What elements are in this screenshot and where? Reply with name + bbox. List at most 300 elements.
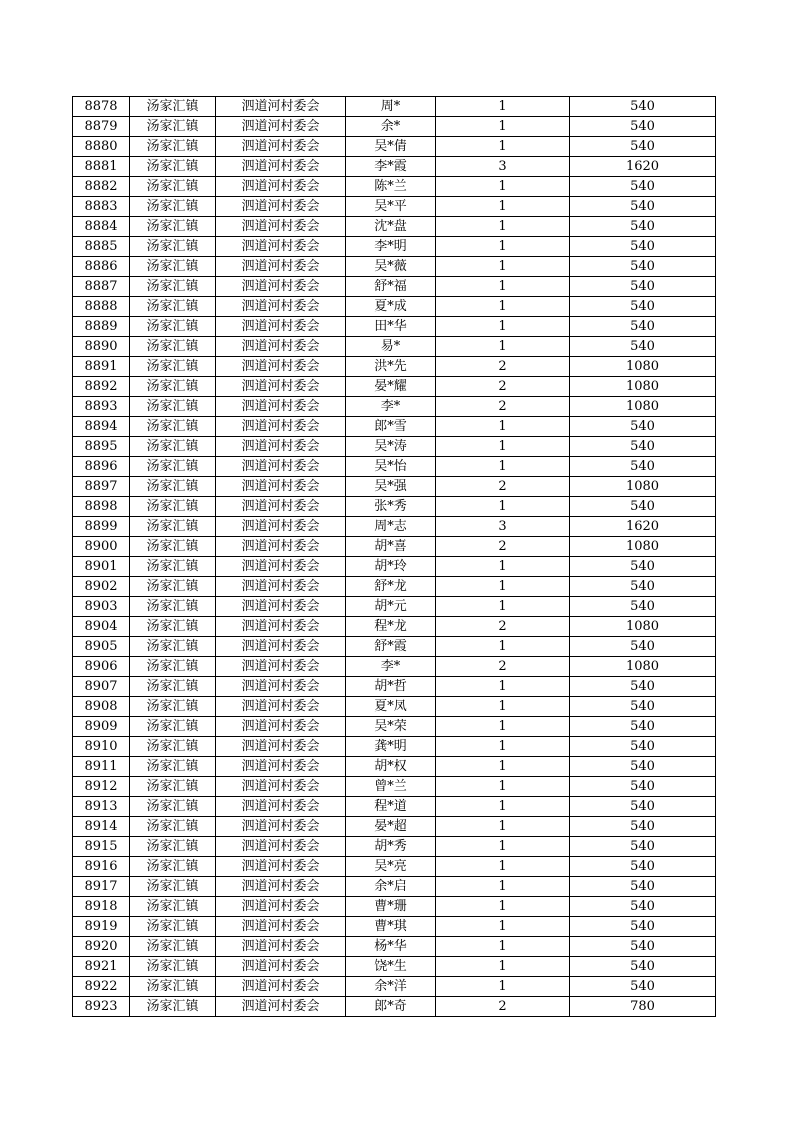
amount-cell: 540 [570, 917, 716, 937]
amount-cell: 540 [570, 337, 716, 357]
table-row [73, 777, 716, 797]
table-row [73, 917, 716, 937]
amount-cell: 540 [570, 257, 716, 277]
row-id-cell: 8884 [73, 217, 130, 237]
row-id-cell: 8883 [73, 197, 130, 217]
village-cell: 泗道河村委会 [216, 737, 346, 757]
row-id-cell: 8882 [73, 177, 130, 197]
table-row [73, 397, 716, 417]
name-cell: 郎*雪 [346, 417, 436, 437]
count-cell: 2 [436, 357, 570, 377]
count-cell: 1 [436, 337, 570, 357]
name-cell: 李*明 [346, 237, 436, 257]
amount-cell: 540 [570, 437, 716, 457]
table-row [73, 797, 716, 817]
row-id-cell: 8918 [73, 897, 130, 917]
name-cell: 洪*先 [346, 357, 436, 377]
count-cell: 1 [436, 137, 570, 157]
count-cell: 1 [436, 317, 570, 337]
village-cell: 泗道河村委会 [216, 637, 346, 657]
amount-cell: 540 [570, 197, 716, 217]
table-row [73, 97, 716, 117]
count-cell: 1 [436, 817, 570, 837]
town-cell: 汤家汇镇 [130, 977, 216, 997]
village-cell: 泗道河村委会 [216, 537, 346, 557]
name-cell: 田*华 [346, 317, 436, 337]
count-cell: 2 [436, 537, 570, 557]
count-cell: 1 [436, 277, 570, 297]
count-cell: 1 [436, 417, 570, 437]
row-id-cell: 8898 [73, 497, 130, 517]
count-cell: 1 [436, 217, 570, 237]
name-cell: 沈*盘 [346, 217, 436, 237]
table-row [73, 817, 716, 837]
amount-cell: 540 [570, 317, 716, 337]
amount-cell: 540 [570, 977, 716, 997]
count-cell: 1 [436, 917, 570, 937]
count-cell: 1 [436, 797, 570, 817]
town-cell: 汤家汇镇 [130, 517, 216, 537]
table-row [73, 197, 716, 217]
row-id-cell: 8896 [73, 457, 130, 477]
row-id-cell: 8917 [73, 877, 130, 897]
village-cell: 泗道河村委会 [216, 157, 346, 177]
town-cell: 汤家汇镇 [130, 577, 216, 597]
village-cell: 泗道河村委会 [216, 577, 346, 597]
table-row [73, 857, 716, 877]
village-cell: 泗道河村委会 [216, 137, 346, 157]
amount-cell: 1620 [570, 157, 716, 177]
table-row [73, 417, 716, 437]
village-cell: 泗道河村委会 [216, 417, 346, 437]
village-cell: 泗道河村委会 [216, 377, 346, 397]
village-cell: 泗道河村委会 [216, 337, 346, 357]
table-row [73, 597, 716, 617]
row-id-cell: 8879 [73, 117, 130, 137]
name-cell: 吴*平 [346, 197, 436, 217]
name-cell: 吴*荣 [346, 717, 436, 737]
town-cell: 汤家汇镇 [130, 537, 216, 557]
village-cell: 泗道河村委会 [216, 117, 346, 137]
row-id-cell: 8886 [73, 257, 130, 277]
town-cell: 汤家汇镇 [130, 137, 216, 157]
name-cell: 李* [346, 397, 436, 417]
amount-cell: 540 [570, 797, 716, 817]
name-cell: 周* [346, 97, 436, 117]
count-cell: 1 [436, 957, 570, 977]
name-cell: 周*志 [346, 517, 436, 537]
village-cell: 泗道河村委会 [216, 897, 346, 917]
table-row [73, 837, 716, 857]
village-cell: 泗道河村委会 [216, 257, 346, 277]
village-cell: 泗道河村委会 [216, 557, 346, 577]
amount-cell: 540 [570, 737, 716, 757]
row-id-cell: 8891 [73, 357, 130, 377]
village-cell: 泗道河村委会 [216, 237, 346, 257]
table-row [73, 357, 716, 377]
name-cell: 郎*奇 [346, 997, 436, 1017]
amount-cell: 540 [570, 497, 716, 517]
village-cell: 泗道河村委会 [216, 317, 346, 337]
town-cell: 汤家汇镇 [130, 177, 216, 197]
count-cell: 1 [436, 497, 570, 517]
name-cell: 夏*凤 [346, 697, 436, 717]
village-cell: 泗道河村委会 [216, 617, 346, 637]
village-cell: 泗道河村委会 [216, 517, 346, 537]
amount-cell: 540 [570, 877, 716, 897]
town-cell: 汤家汇镇 [130, 357, 216, 377]
town-cell: 汤家汇镇 [130, 157, 216, 177]
town-cell: 汤家汇镇 [130, 477, 216, 497]
count-cell: 1 [436, 777, 570, 797]
row-id-cell: 8922 [73, 977, 130, 997]
town-cell: 汤家汇镇 [130, 237, 216, 257]
count-cell: 2 [436, 657, 570, 677]
village-cell: 泗道河村委会 [216, 857, 346, 877]
name-cell: 陈*兰 [346, 177, 436, 197]
row-id-cell: 8899 [73, 517, 130, 537]
name-cell: 胡*喜 [346, 537, 436, 557]
name-cell: 程*龙 [346, 617, 436, 637]
name-cell: 吴*薇 [346, 257, 436, 277]
row-id-cell: 8906 [73, 657, 130, 677]
count-cell: 1 [436, 577, 570, 597]
count-cell: 1 [436, 837, 570, 857]
row-id-cell: 8921 [73, 957, 130, 977]
roster-table [72, 96, 716, 1017]
name-cell: 胡*玲 [346, 557, 436, 577]
name-cell: 易* [346, 337, 436, 357]
table-row [73, 497, 716, 517]
name-cell: 曹*琪 [346, 917, 436, 937]
name-cell: 余*启 [346, 877, 436, 897]
amount-cell: 1080 [570, 477, 716, 497]
row-id-cell: 8905 [73, 637, 130, 657]
row-id-cell: 8888 [73, 297, 130, 317]
amount-cell: 540 [570, 957, 716, 977]
row-id-cell: 8908 [73, 697, 130, 717]
village-cell: 泗道河村委会 [216, 917, 346, 937]
amount-cell: 1080 [570, 617, 716, 637]
row-id-cell: 8913 [73, 797, 130, 817]
town-cell: 汤家汇镇 [130, 697, 216, 717]
name-cell: 张*秀 [346, 497, 436, 517]
town-cell: 汤家汇镇 [130, 257, 216, 277]
name-cell: 龚*明 [346, 737, 436, 757]
village-cell: 泗道河村委会 [216, 817, 346, 837]
town-cell: 汤家汇镇 [130, 777, 216, 797]
town-cell: 汤家汇镇 [130, 277, 216, 297]
amount-cell: 1080 [570, 537, 716, 557]
count-cell: 2 [436, 477, 570, 497]
amount-cell: 1080 [570, 657, 716, 677]
amount-cell: 540 [570, 777, 716, 797]
count-cell: 1 [436, 177, 570, 197]
amount-cell: 540 [570, 817, 716, 837]
count-cell: 1 [436, 437, 570, 457]
town-cell: 汤家汇镇 [130, 437, 216, 457]
table-row [73, 297, 716, 317]
count-cell: 2 [436, 377, 570, 397]
town-cell: 汤家汇镇 [130, 217, 216, 237]
count-cell: 1 [436, 117, 570, 137]
name-cell: 吴*怡 [346, 457, 436, 477]
row-id-cell: 8878 [73, 97, 130, 117]
amount-cell: 540 [570, 177, 716, 197]
village-cell: 泗道河村委会 [216, 677, 346, 697]
name-cell: 余* [346, 117, 436, 137]
town-cell: 汤家汇镇 [130, 377, 216, 397]
village-cell: 泗道河村委会 [216, 957, 346, 977]
row-id-cell: 8901 [73, 557, 130, 577]
row-id-cell: 8903 [73, 597, 130, 617]
town-cell: 汤家汇镇 [130, 877, 216, 897]
amount-cell: 540 [570, 577, 716, 597]
name-cell: 李*霞 [346, 157, 436, 177]
count-cell: 1 [436, 237, 570, 257]
table-row [73, 937, 716, 957]
amount-cell: 540 [570, 677, 716, 697]
village-cell: 泗道河村委会 [216, 397, 346, 417]
amount-cell: 540 [570, 697, 716, 717]
count-cell: 1 [436, 557, 570, 577]
town-cell: 汤家汇镇 [130, 97, 216, 117]
row-id-cell: 8897 [73, 477, 130, 497]
table-row [73, 557, 716, 577]
table-row [73, 577, 716, 597]
table-row [73, 957, 716, 977]
amount-cell: 540 [570, 417, 716, 437]
name-cell: 舒*龙 [346, 577, 436, 597]
row-id-cell: 8895 [73, 437, 130, 457]
row-id-cell: 8904 [73, 617, 130, 637]
town-cell: 汤家汇镇 [130, 737, 216, 757]
count-cell: 1 [436, 977, 570, 997]
table-row [73, 717, 716, 737]
village-cell: 泗道河村委会 [216, 877, 346, 897]
amount-cell: 540 [570, 557, 716, 577]
count-cell: 3 [436, 517, 570, 537]
amount-cell: 540 [570, 137, 716, 157]
count-cell: 2 [436, 997, 570, 1017]
row-id-cell: 8916 [73, 857, 130, 877]
town-cell: 汤家汇镇 [130, 717, 216, 737]
count-cell: 1 [436, 717, 570, 737]
row-id-cell: 8923 [73, 997, 130, 1017]
amount-cell: 1080 [570, 397, 716, 417]
amount-cell: 540 [570, 937, 716, 957]
amount-cell: 540 [570, 237, 716, 257]
row-id-cell: 8920 [73, 937, 130, 957]
name-cell: 饶*生 [346, 957, 436, 977]
row-id-cell: 8914 [73, 817, 130, 837]
name-cell: 吴*涛 [346, 437, 436, 457]
village-cell: 泗道河村委会 [216, 717, 346, 737]
town-cell: 汤家汇镇 [130, 817, 216, 837]
town-cell: 汤家汇镇 [130, 117, 216, 137]
town-cell: 汤家汇镇 [130, 397, 216, 417]
village-cell: 泗道河村委会 [216, 197, 346, 217]
name-cell: 夏*成 [346, 297, 436, 317]
town-cell: 汤家汇镇 [130, 757, 216, 777]
table-row [73, 737, 716, 757]
name-cell: 胡*哲 [346, 677, 436, 697]
table-row [73, 517, 716, 537]
name-cell: 吴*亮 [346, 857, 436, 877]
count-cell: 1 [436, 197, 570, 217]
table-row [73, 377, 716, 397]
town-cell: 汤家汇镇 [130, 597, 216, 617]
table-row [73, 877, 716, 897]
village-cell: 泗道河村委会 [216, 797, 346, 817]
count-cell: 1 [436, 877, 570, 897]
town-cell: 汤家汇镇 [130, 897, 216, 917]
name-cell: 晏*耀 [346, 377, 436, 397]
name-cell: 胡*秀 [346, 837, 436, 857]
count-cell: 1 [436, 97, 570, 117]
name-cell: 曹*珊 [346, 897, 436, 917]
amount-cell: 540 [570, 857, 716, 877]
table-row [73, 637, 716, 657]
table-row [73, 237, 716, 257]
amount-cell: 540 [570, 217, 716, 237]
table-row [73, 117, 716, 137]
table-row [73, 157, 716, 177]
village-cell: 泗道河村委会 [216, 837, 346, 857]
town-cell: 汤家汇镇 [130, 857, 216, 877]
row-id-cell: 8887 [73, 277, 130, 297]
count-cell: 1 [436, 637, 570, 657]
row-id-cell: 8885 [73, 237, 130, 257]
row-id-cell: 8892 [73, 377, 130, 397]
name-cell: 杨*华 [346, 937, 436, 957]
village-cell: 泗道河村委会 [216, 657, 346, 677]
town-cell: 汤家汇镇 [130, 617, 216, 637]
count-cell: 1 [436, 257, 570, 277]
amount-cell: 540 [570, 897, 716, 917]
amount-cell: 540 [570, 717, 716, 737]
count-cell: 1 [436, 857, 570, 877]
row-id-cell: 8902 [73, 577, 130, 597]
count-cell: 3 [436, 157, 570, 177]
town-cell: 汤家汇镇 [130, 637, 216, 657]
table-row [73, 317, 716, 337]
town-cell: 汤家汇镇 [130, 197, 216, 217]
village-cell: 泗道河村委会 [216, 977, 346, 997]
town-cell: 汤家汇镇 [130, 797, 216, 817]
count-cell: 1 [436, 297, 570, 317]
table-row [73, 177, 716, 197]
village-cell: 泗道河村委会 [216, 297, 346, 317]
village-cell: 泗道河村委会 [216, 597, 346, 617]
name-cell: 吴*倩 [346, 137, 436, 157]
village-cell: 泗道河村委会 [216, 477, 346, 497]
name-cell: 李* [346, 657, 436, 677]
town-cell: 汤家汇镇 [130, 937, 216, 957]
amount-cell: 540 [570, 837, 716, 857]
village-cell: 泗道河村委会 [216, 437, 346, 457]
town-cell: 汤家汇镇 [130, 917, 216, 937]
village-cell: 泗道河村委会 [216, 757, 346, 777]
amount-cell: 540 [570, 297, 716, 317]
count-cell: 1 [436, 757, 570, 777]
amount-cell: 1620 [570, 517, 716, 537]
count-cell: 2 [436, 397, 570, 417]
count-cell: 1 [436, 737, 570, 757]
village-cell: 泗道河村委会 [216, 357, 346, 377]
town-cell: 汤家汇镇 [130, 997, 216, 1017]
town-cell: 汤家汇镇 [130, 657, 216, 677]
count-cell: 1 [436, 457, 570, 477]
count-cell: 1 [436, 937, 570, 957]
village-cell: 泗道河村委会 [216, 997, 346, 1017]
name-cell: 吴*强 [346, 477, 436, 497]
amount-cell: 540 [570, 757, 716, 777]
table-row [73, 337, 716, 357]
table-row [73, 477, 716, 497]
town-cell: 汤家汇镇 [130, 837, 216, 857]
amount-cell: 540 [570, 117, 716, 137]
village-cell: 泗道河村委会 [216, 97, 346, 117]
town-cell: 汤家汇镇 [130, 297, 216, 317]
table-row [73, 217, 716, 237]
row-id-cell: 8912 [73, 777, 130, 797]
table-row [73, 657, 716, 677]
village-cell: 泗道河村委会 [216, 277, 346, 297]
table-row [73, 437, 716, 457]
table-row [73, 897, 716, 917]
village-cell: 泗道河村委会 [216, 497, 346, 517]
table-row [73, 537, 716, 557]
table-row [73, 997, 716, 1017]
table-row [73, 617, 716, 637]
name-cell: 舒*福 [346, 277, 436, 297]
count-cell: 1 [436, 697, 570, 717]
name-cell: 舒*霞 [346, 637, 436, 657]
count-cell: 2 [436, 617, 570, 637]
amount-cell: 540 [570, 637, 716, 657]
town-cell: 汤家汇镇 [130, 337, 216, 357]
town-cell: 汤家汇镇 [130, 557, 216, 577]
village-cell: 泗道河村委会 [216, 457, 346, 477]
table-row [73, 457, 716, 477]
name-cell: 胡*权 [346, 757, 436, 777]
name-cell: 曾*兰 [346, 777, 436, 797]
name-cell: 余*洋 [346, 977, 436, 997]
amount-cell: 1080 [570, 377, 716, 397]
amount-cell: 540 [570, 97, 716, 117]
table-row [73, 757, 716, 777]
table-row [73, 697, 716, 717]
town-cell: 汤家汇镇 [130, 317, 216, 337]
town-cell: 汤家汇镇 [130, 457, 216, 477]
name-cell: 胡*元 [346, 597, 436, 617]
village-cell: 泗道河村委会 [216, 777, 346, 797]
town-cell: 汤家汇镇 [130, 497, 216, 517]
table-row [73, 977, 716, 997]
town-cell: 汤家汇镇 [130, 957, 216, 977]
row-id-cell: 8893 [73, 397, 130, 417]
row-id-cell: 8889 [73, 317, 130, 337]
amount-cell: 780 [570, 997, 716, 1017]
amount-cell: 540 [570, 597, 716, 617]
row-id-cell: 8890 [73, 337, 130, 357]
row-id-cell: 8907 [73, 677, 130, 697]
town-cell: 汤家汇镇 [130, 417, 216, 437]
count-cell: 1 [436, 897, 570, 917]
village-cell: 泗道河村委会 [216, 937, 346, 957]
row-id-cell: 8909 [73, 717, 130, 737]
